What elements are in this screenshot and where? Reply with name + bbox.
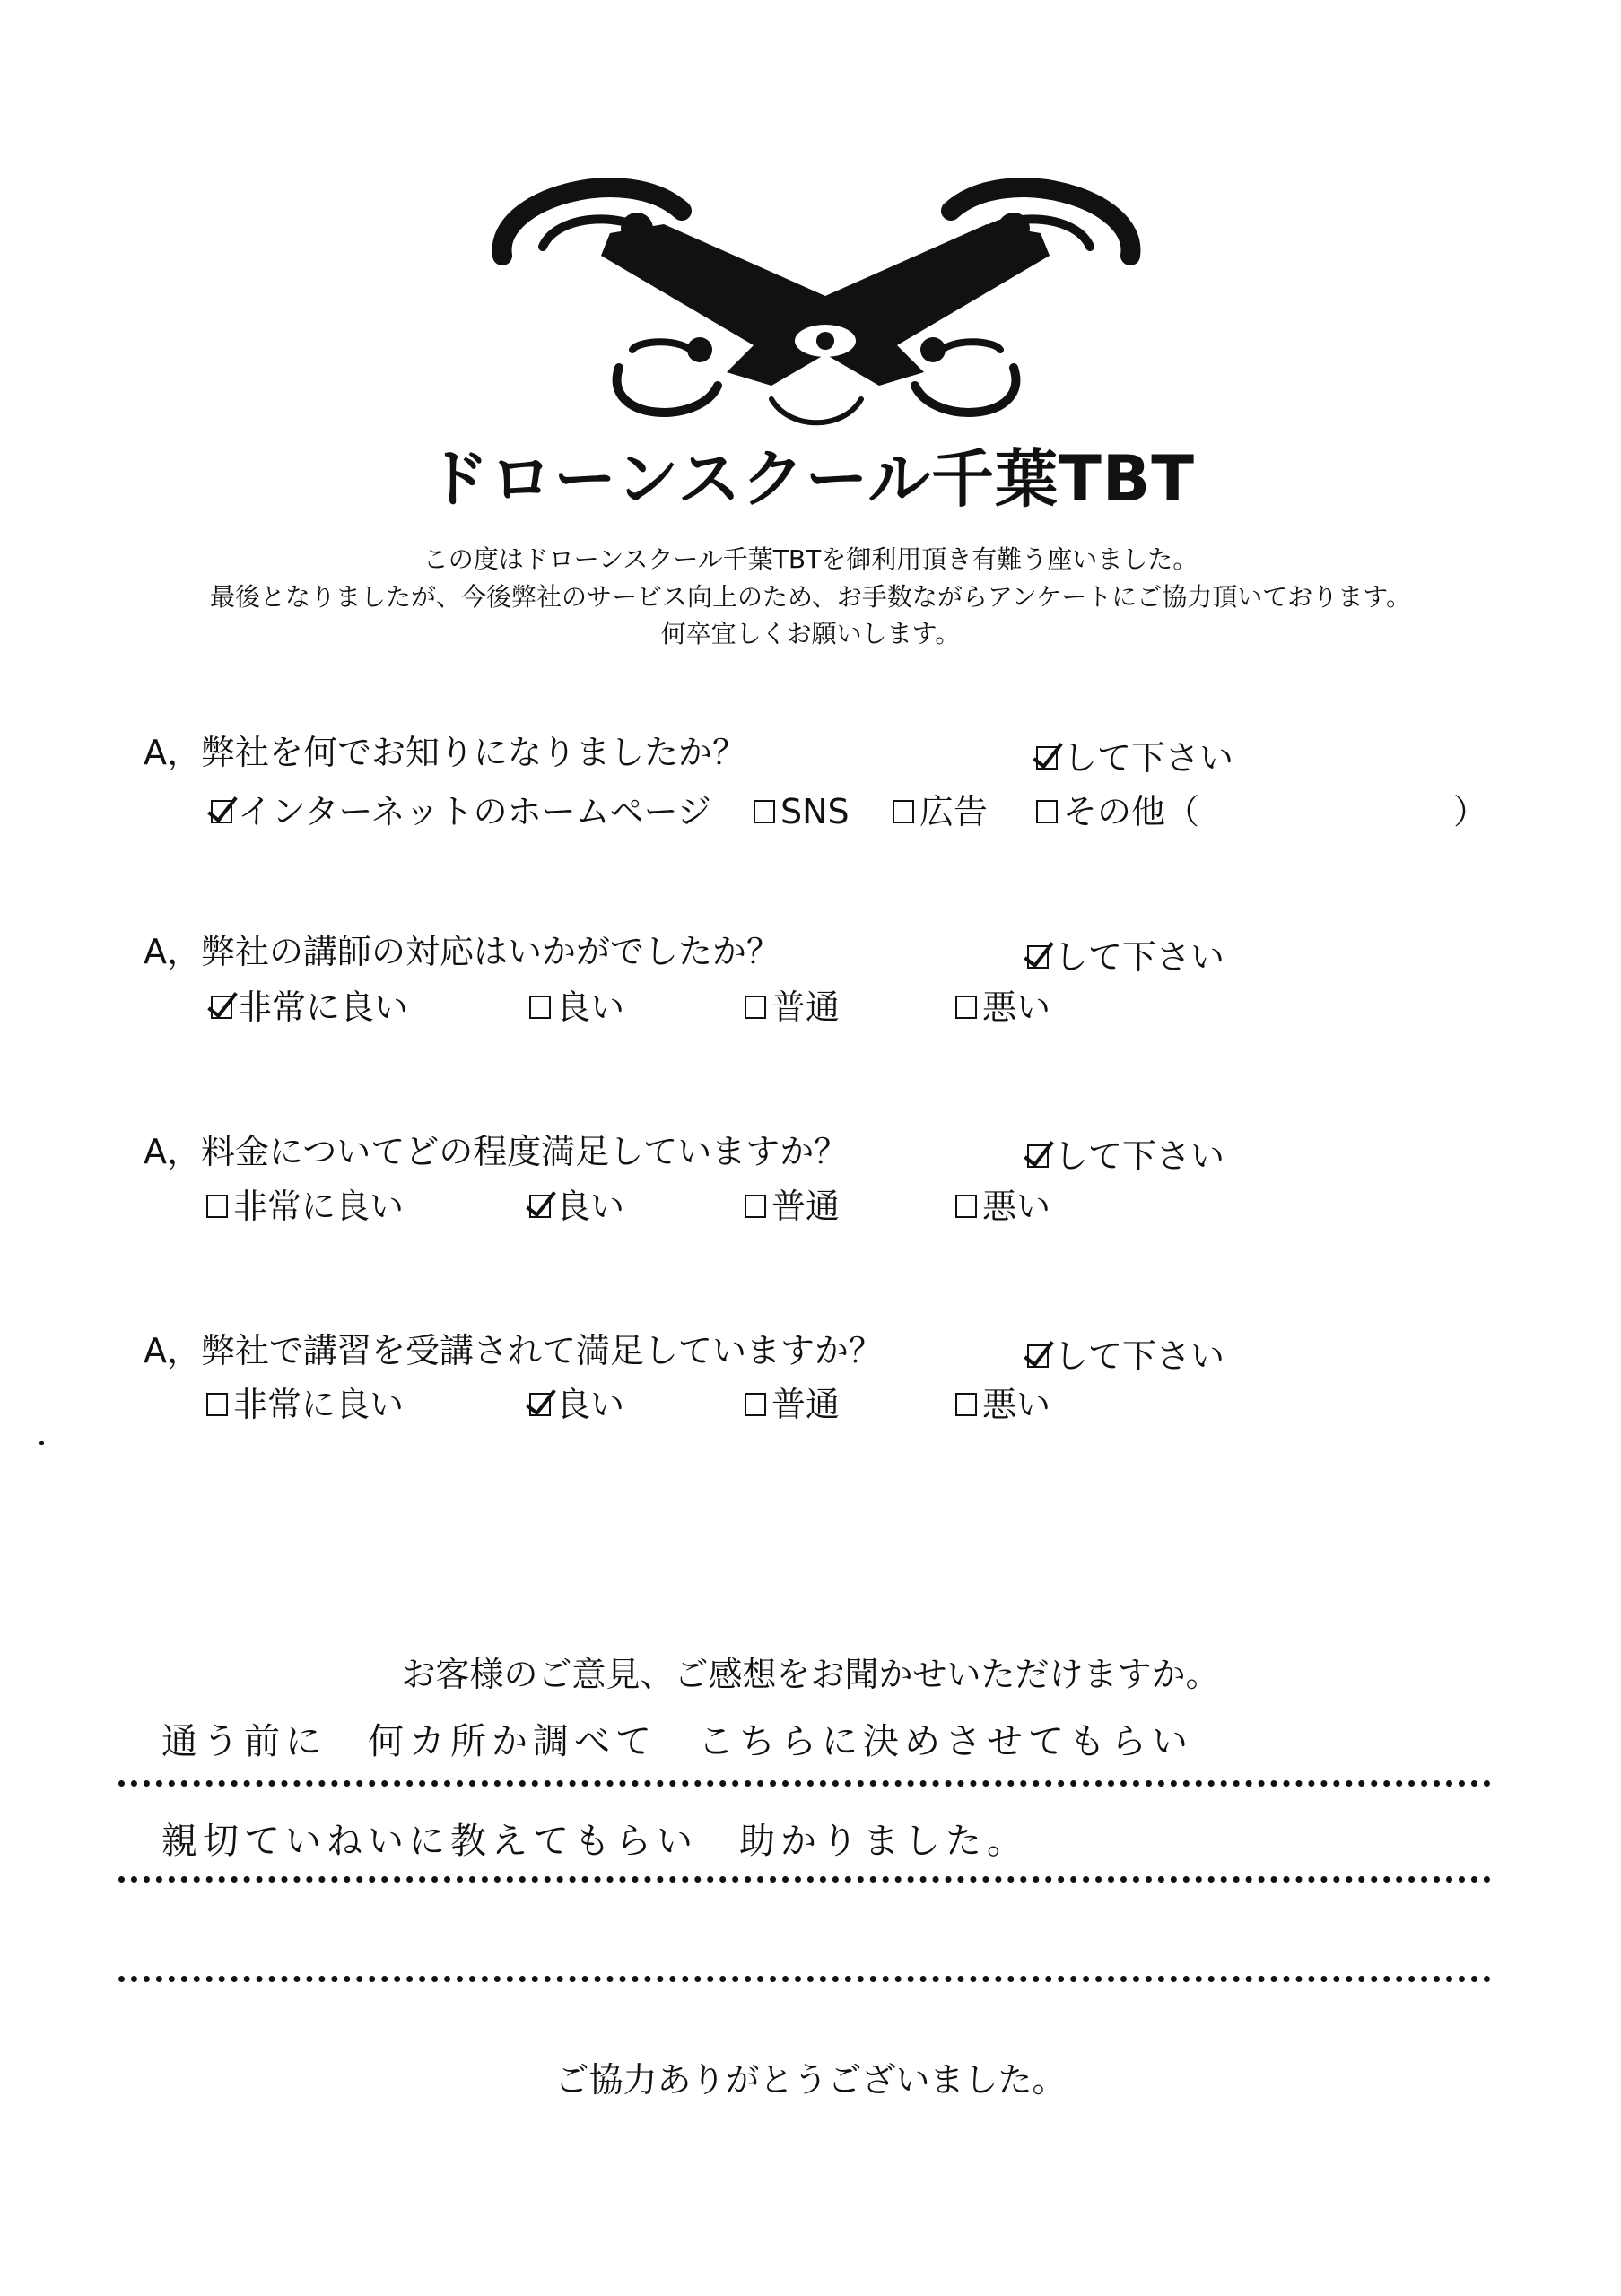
q3-option-very-good[interactable]: 非常に良い bbox=[206, 1189, 404, 1223]
checkbox-icon[interactable] bbox=[955, 1195, 977, 1218]
drone-logo bbox=[475, 161, 1157, 430]
q3-option-good[interactable]: 良い bbox=[529, 1189, 624, 1223]
checkbox-icon[interactable] bbox=[529, 1195, 551, 1218]
question-1-text: A，弊社を何でお知りになりましたか？ bbox=[144, 733, 746, 772]
checkbox-icon[interactable] bbox=[893, 800, 914, 823]
comment-line-1[interactable]: 通う前に 何カ所か調べて こちらに決めさせてもらい bbox=[161, 1721, 1193, 1762]
checkbox-icon[interactable] bbox=[745, 996, 766, 1019]
question-3-instruction: して下さい bbox=[1027, 1139, 1224, 1173]
brand-name: ドローンスクール千葉TBT bbox=[426, 442, 1195, 516]
question-4-text: A，弊社で講習を受講されて満足していますか？ bbox=[144, 1331, 883, 1370]
q4-option-good[interactable]: 良い bbox=[529, 1387, 624, 1422]
comment-line-2-rule bbox=[118, 1876, 1491, 1883]
q1-option-internet[interactable]: インターネットのホームページ bbox=[211, 795, 711, 829]
q1-option-other[interactable]: その他（ bbox=[1036, 795, 1199, 829]
checkbox-icon[interactable] bbox=[211, 800, 232, 823]
checkbox-icon[interactable] bbox=[1036, 800, 1058, 823]
q3-option-bad[interactable]: 悪い bbox=[955, 1189, 1050, 1223]
comments-prompt: お客様のご意見、ご感想をお聞かせいただけますか。 bbox=[401, 1655, 1220, 1694]
q2-option-bad[interactable]: 悪い bbox=[955, 990, 1050, 1024]
checkbox-icon[interactable] bbox=[211, 996, 232, 1019]
instruction-checkbox-icon bbox=[1027, 1344, 1049, 1368]
intro-line-2: 最後となりましたが、今後弊社のサービス向上のため、お手数ながらアンケートにご協力頂いております。 bbox=[210, 582, 1411, 612]
instruction-checkbox-icon bbox=[1027, 1144, 1049, 1168]
q4-option-very-good[interactable]: 非常に良い bbox=[206, 1387, 404, 1422]
checkbox-icon[interactable] bbox=[206, 1195, 228, 1218]
q1-other-close-paren: ） bbox=[1453, 792, 1488, 831]
q4-option-bad[interactable]: 悪い bbox=[955, 1387, 1050, 1422]
q2-option-good[interactable]: 良い bbox=[529, 990, 624, 1024]
checkbox-icon[interactable] bbox=[955, 1393, 977, 1416]
q2-option-average[interactable]: 普通 bbox=[745, 990, 840, 1024]
comment-line-1-rule bbox=[118, 1780, 1491, 1787]
scan-speck bbox=[39, 1441, 44, 1445]
question-1-instruction: して下さい bbox=[1036, 741, 1233, 775]
comment-line-3-rule bbox=[118, 1976, 1491, 1982]
question-4-instruction: して下さい bbox=[1027, 1339, 1224, 1373]
closing-message: ご協力ありがとうございました。 bbox=[554, 2060, 1067, 2100]
checkbox-icon[interactable] bbox=[745, 1195, 766, 1218]
checkbox-icon[interactable] bbox=[955, 996, 977, 1019]
intro-line-1: この度はドローンスクール千葉TBTを御利用頂き有難う座いました。 bbox=[423, 544, 1198, 574]
q4-option-average[interactable]: 普通 bbox=[745, 1387, 840, 1422]
q1-option-sns[interactable]: SNS bbox=[754, 795, 850, 829]
checkbox-icon[interactable] bbox=[529, 1393, 551, 1416]
q2-option-very-good[interactable]: 非常に良い bbox=[211, 990, 408, 1024]
checkbox-icon[interactable] bbox=[745, 1393, 766, 1416]
checkbox-icon[interactable] bbox=[529, 996, 551, 1019]
q3-option-average[interactable]: 普通 bbox=[745, 1189, 840, 1223]
instruction-checkbox-icon bbox=[1036, 746, 1058, 770]
question-3-text: A，料金についてどの程度満足していますか？ bbox=[144, 1132, 849, 1171]
intro-line-3: 何卒宜しくお願いします。 bbox=[660, 619, 961, 648]
comment-line-2[interactable]: 親切ていねいに教えてもらい 助かりました。 bbox=[161, 1821, 1028, 1862]
question-2-instruction: して下さい bbox=[1027, 940, 1224, 974]
checkbox-icon[interactable] bbox=[754, 800, 775, 823]
instruction-checkbox-icon bbox=[1027, 945, 1049, 969]
question-2-text: A，弊社の講師の対応はいかがでしたか？ bbox=[144, 932, 780, 971]
q1-option-ad[interactable]: 広告 bbox=[893, 795, 988, 829]
checkbox-icon[interactable] bbox=[206, 1393, 228, 1416]
